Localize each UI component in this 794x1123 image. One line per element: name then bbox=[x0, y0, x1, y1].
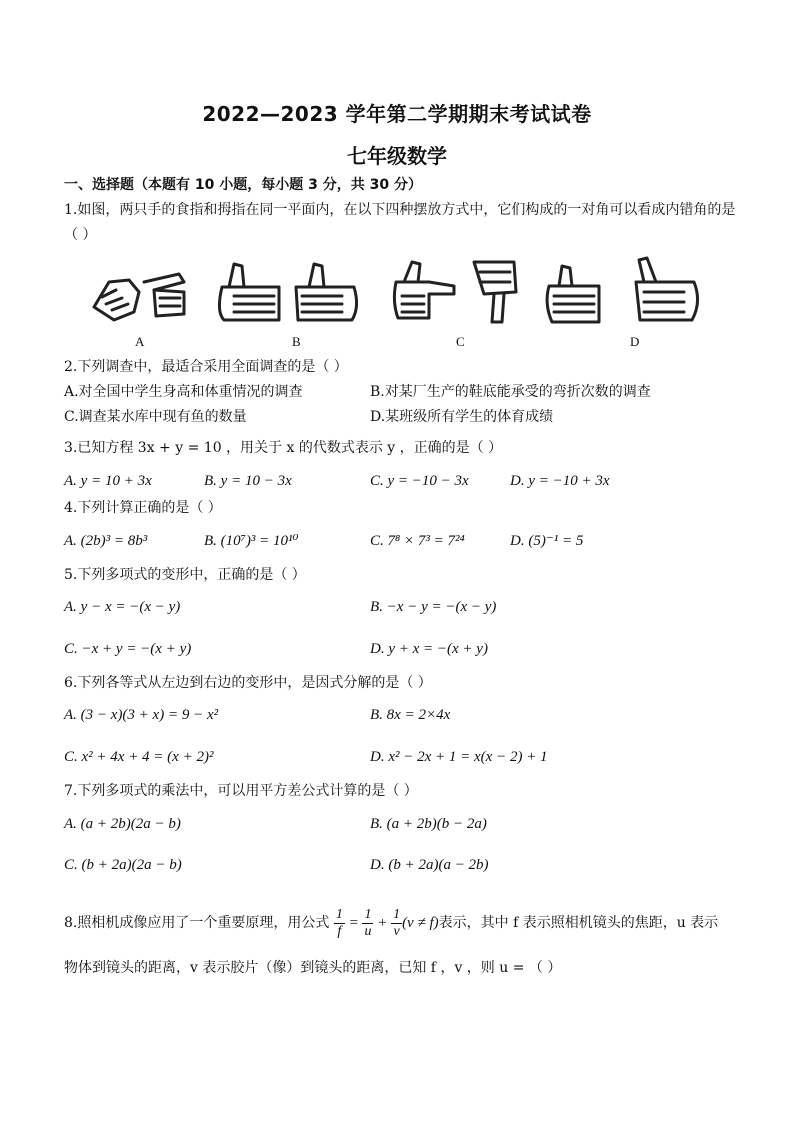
q5-option-a: A. y − x = −(x − y) bbox=[64, 599, 181, 615]
hand-option-d-icon bbox=[547, 258, 697, 322]
q1-label-b: B bbox=[292, 334, 301, 349]
q2-option-b: B.对某厂生产的鞋底能承受的弯折次数的调查 bbox=[370, 384, 651, 400]
hand-option-b-icon bbox=[219, 264, 356, 320]
q8-stem-before: 8.照相机成像应用了一个重要原理，用公式 bbox=[64, 915, 330, 931]
q3-option-b: B. y = 10 − 3x bbox=[204, 473, 292, 489]
q1-blank: （ ） bbox=[64, 227, 97, 243]
q8-fraction-f: $\frac{1}{f}$ bbox=[335, 906, 343, 939]
q6-option-a: A. (3 − x)(3 + x) = 9 − x² bbox=[64, 707, 219, 723]
q3-option-c: C. y = −10 − 3x bbox=[370, 473, 469, 489]
q4-stem: 4.下列计算正确的是（ ） bbox=[64, 500, 222, 516]
section-heading: 一、选择题（本题有 10 小题，每小题 3 分，共 30 分） bbox=[64, 177, 422, 193]
q2-stem: 2.下列调查中，最适合采用全面调查的是（ ） bbox=[64, 359, 348, 375]
q3-option-a: A. y = 10 + 3x bbox=[64, 473, 152, 489]
q8-fraction-u: $\frac{1}{u}$ bbox=[364, 906, 372, 939]
q7-option-b: B. (a + 2b)(b − 2a) bbox=[370, 816, 487, 832]
q7-option-d: D. (b + 2a)(a − 2b) bbox=[370, 857, 489, 873]
exam-title: 2022—2023 学年第二学期期末考试试卷 bbox=[202, 102, 592, 126]
q7-option-c: C. (b + 2a)(2a − b) bbox=[64, 857, 182, 873]
q4-option-d: D. (5)⁻¹ = 5 bbox=[510, 533, 584, 549]
q6-option-b: B. 8x = 2×4x bbox=[370, 707, 451, 723]
q3-stem: 3.已知方程 3x + y = 10 ，用关于 x 的代数式表示 y ，正确的是（ ） bbox=[64, 440, 503, 456]
q6-option-d: D. x² − 2x + 1 = x(x − 2) + 1 bbox=[370, 749, 548, 765]
q1-label-c: C bbox=[456, 334, 465, 349]
q8-plus: + bbox=[373, 915, 392, 931]
q5-stem: 5.下列多项式的变形中，正确的是（ ） bbox=[64, 567, 306, 583]
hand-option-a-icon bbox=[94, 274, 184, 320]
q5-option-b: B. −x − y = −(x − y) bbox=[370, 599, 497, 615]
q7-stem: 7.下列多项式的乘法中，可以用平方差公式计算的是（ ） bbox=[64, 783, 418, 799]
q8-stem-line1 bbox=[64, 905, 718, 945]
q8-fraction-v: $\frac{1}{v}$ bbox=[393, 906, 401, 939]
q5-option-d: D. y + x = −(x + y) bbox=[370, 641, 488, 657]
hand-option-c-icon bbox=[394, 262, 516, 322]
q4-option-a: A. (2b)³ = 8b³ bbox=[64, 533, 148, 549]
q4-option-b: B. (10⁷)³ = 10¹⁰ bbox=[204, 533, 299, 549]
q5-option-c: C. −x + y = −(x + y) bbox=[64, 641, 192, 657]
q8-stem-line2: 物体到镜头的距离，v 表示胶片（像）到镜头的距离，已知 f ，v ，则 u = （ ） bbox=[64, 960, 562, 976]
q3-option-d: D. y = −10 + 3x bbox=[510, 473, 610, 489]
q1-label-d: D bbox=[630, 334, 640, 349]
q2-option-d: D.某班级所有学生的体育成绩 bbox=[370, 409, 554, 425]
q2-option-a: A.对全国中学生身高和体重情况的调查 bbox=[64, 384, 303, 400]
q8-condition: (v ≠ f) bbox=[402, 915, 439, 931]
q8-stem-after: 表示，其中 f 表示照相机镜头的焦距，u 表示 bbox=[438, 915, 719, 931]
q7-option-a: A. (a + 2b)(2a − b) bbox=[64, 816, 181, 832]
q8-equals: = bbox=[344, 915, 363, 931]
q6-stem: 6.下列各等式从左边到右边的变形中，是因式分解的是（ ） bbox=[64, 675, 432, 691]
q1-label-a: A bbox=[135, 334, 145, 349]
q2-option-c: C.调查某水库中现有鱼的数量 bbox=[64, 409, 247, 425]
exam-subtitle: 七年级数学 bbox=[347, 144, 447, 168]
q4-option-c: C. 7⁸ × 7³ = 7²⁴ bbox=[370, 533, 465, 549]
q1-stem: 1.如图，两只手的食指和拇指在同一平面内，在以下四种摆放方式中，它们构成的一对角可以看成内错角的是 bbox=[64, 202, 736, 218]
q6-option-c: C. x² + 4x + 4 = (x + 2)² bbox=[64, 749, 214, 765]
hand-gestures-figure bbox=[84, 252, 724, 332]
